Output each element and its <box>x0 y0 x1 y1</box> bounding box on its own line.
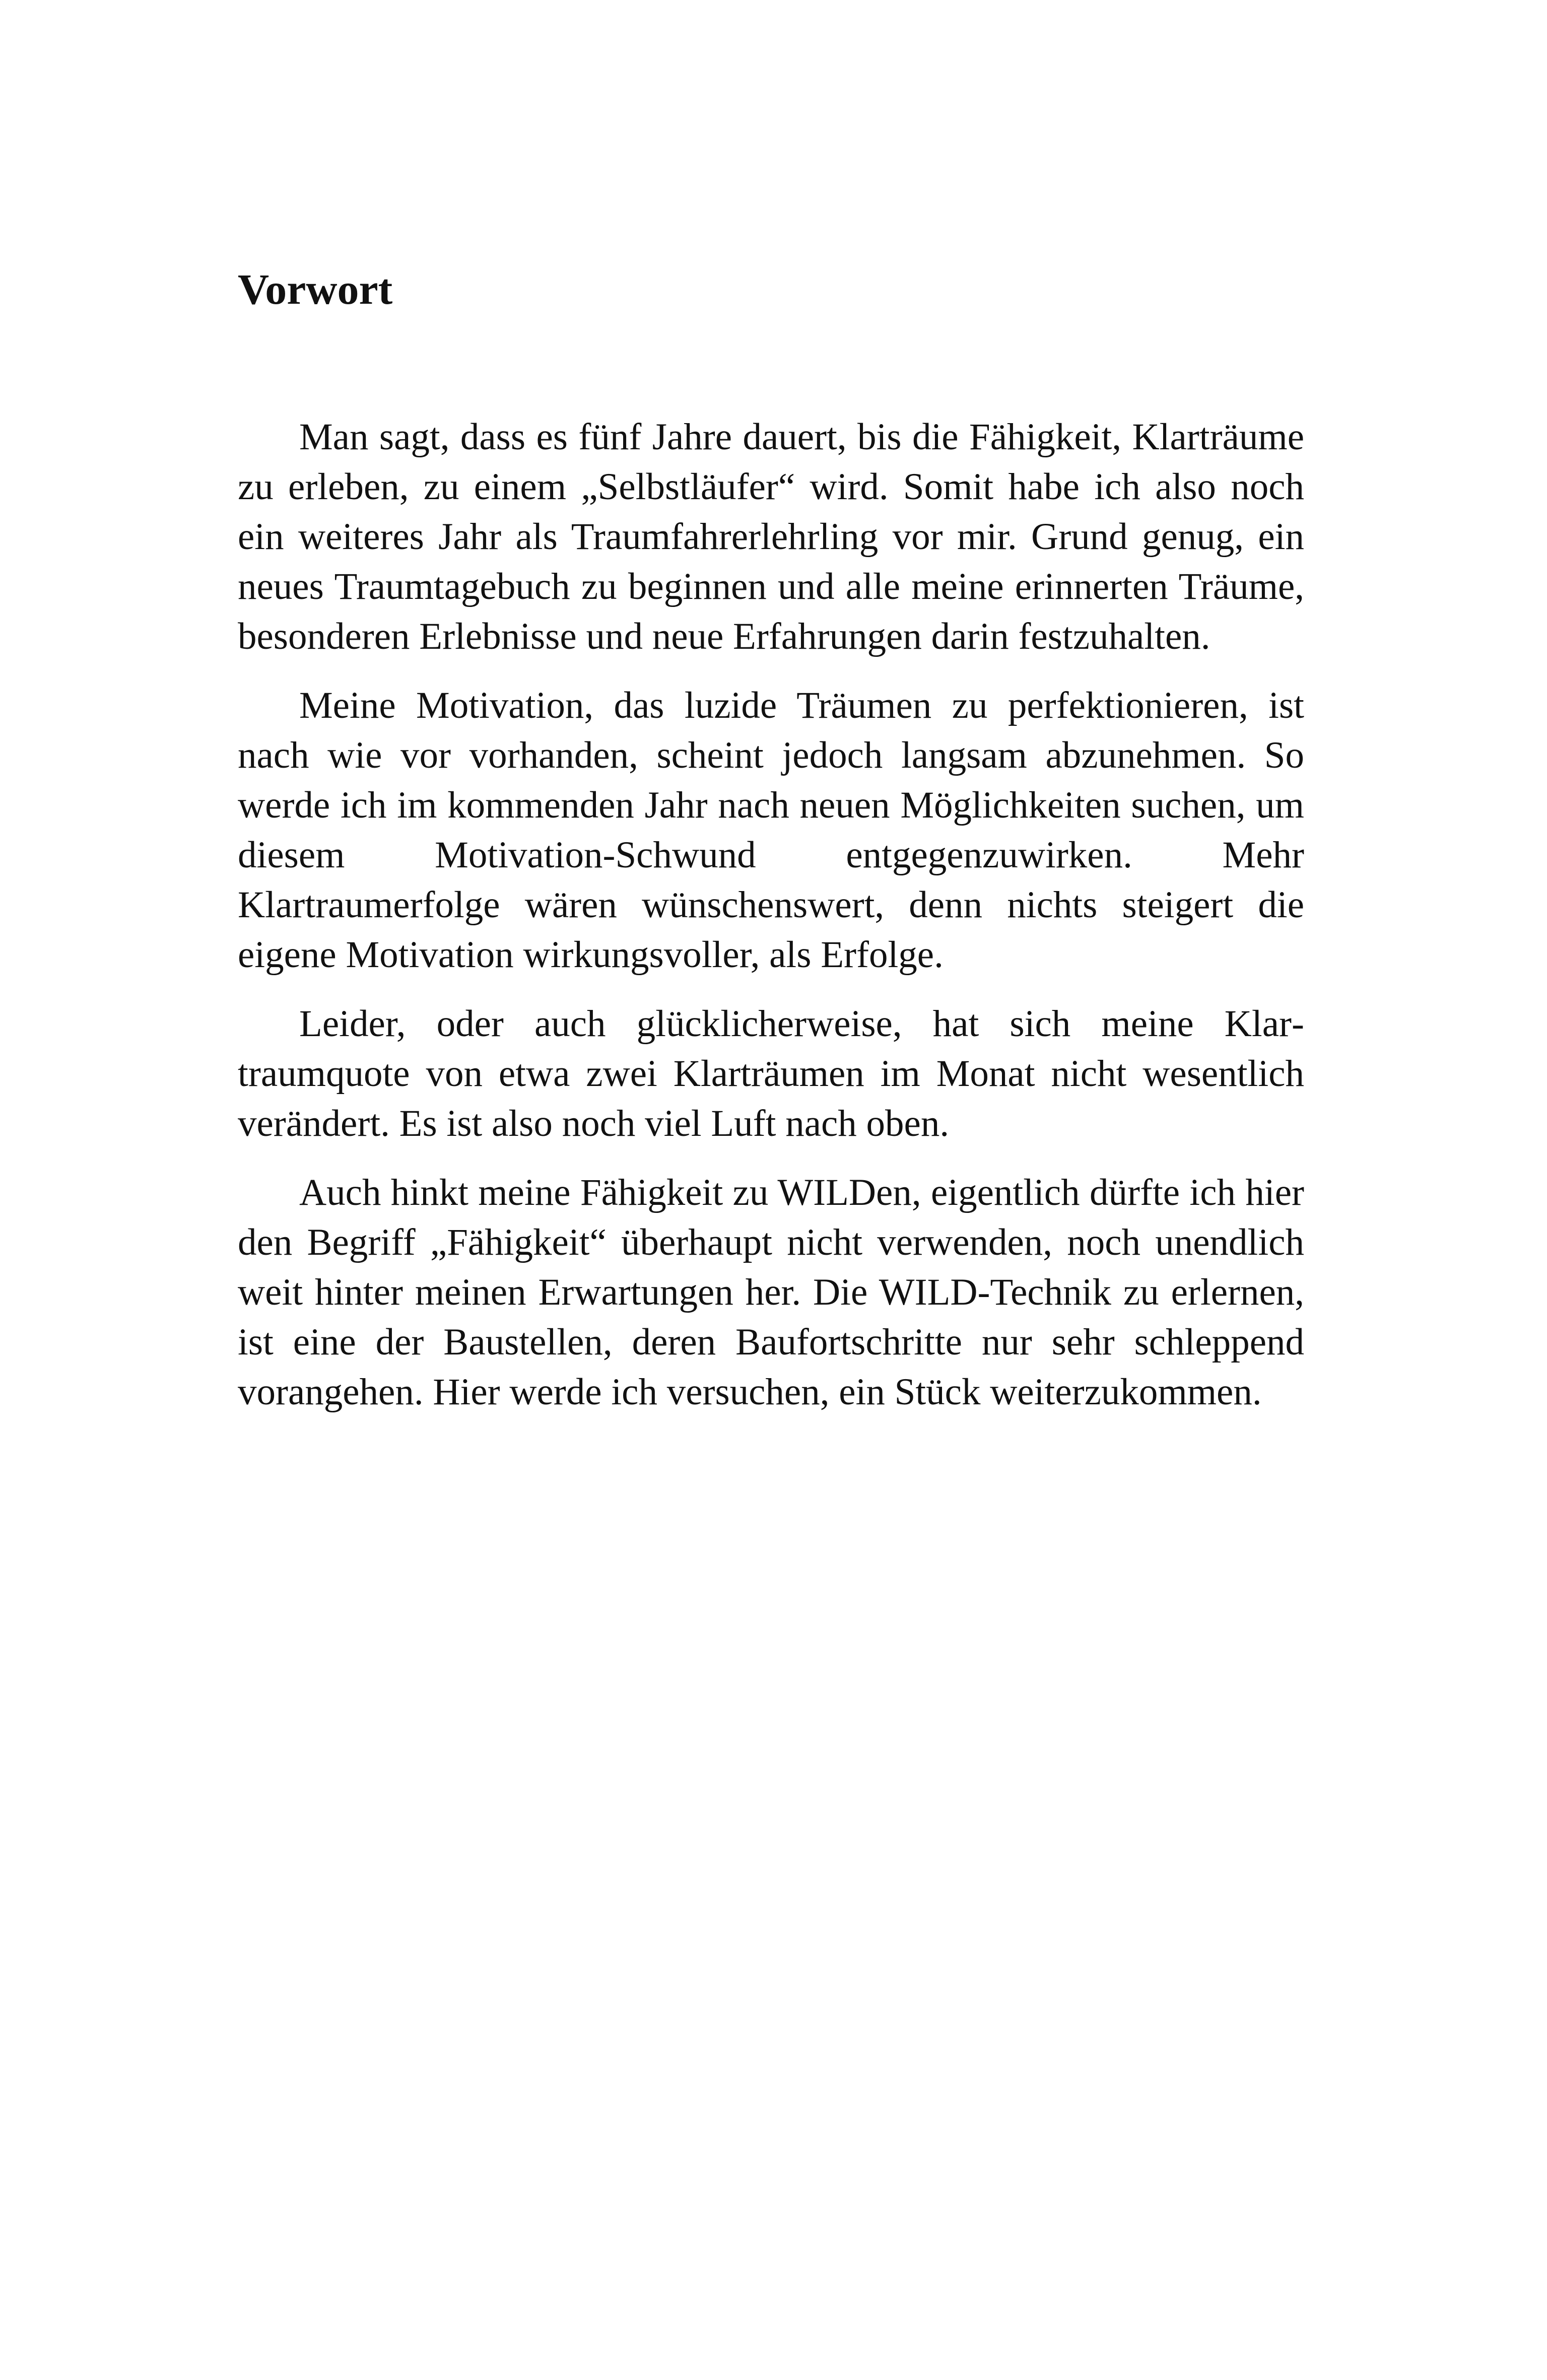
text-block <box>238 262 1304 1417</box>
paragraph-3: Leider, oder auch glücklicherweise, hat sich meine Klartraumquote von etwa zwei Klarträumen im Monat nicht wesentlich verändert. Es ist also noch viel Luft nach oben. <box>238 1003 1304 1144</box>
paragraph-4: Auch hinkt meine Fähigkeit zu WILDen, eigentlich dürfte ich hier den Begriff „Fähigkeit“ überhaupt nicht verwenden, noch unendlich weit hinter meinen Erwartungen her. Die WILD-Technik zu erlernen, ist eine der Baustellen, deren Baufortschritte nur sehr schleppend vorangehen. Hier werde ich versuchen, ein Stück weiterzukommen. <box>238 1172 1304 1413</box>
paragraph-2: Meine Motivation, das luzide Träumen zu perfektionieren, ist nach wie vor vorhanden, scheint jedoch langsam abzunehmen. So werde ich im kommenden Jahr nach neuen Möglichkeiten suchen, um diesem Motivation-Schwund entgegenzuwirken. Mehr Klartraumerfolge wären wünschenswert, denn nichts steigert die eigene Motivation wirkungsvoller, als Erfolge. <box>238 685 1304 976</box>
page-title: Vorwort <box>238 265 393 313</box>
paragraph-1: Man sagt, dass es fünf Jahre dauert, bis die Fähigkeit, Klarträume zu erleben, zu einem „Selbstläufer“ wird. Somit habe ich also noch ein weiteres Jahr als Traumfahrerlehrling vor mir. Grund genug, ein neues Traumtagebuch zu beginnen und alle meine erinnerten Träume, besonderen Erlebnisse und neue Erfahrungen darin festzuhalten. <box>238 416 1304 657</box>
